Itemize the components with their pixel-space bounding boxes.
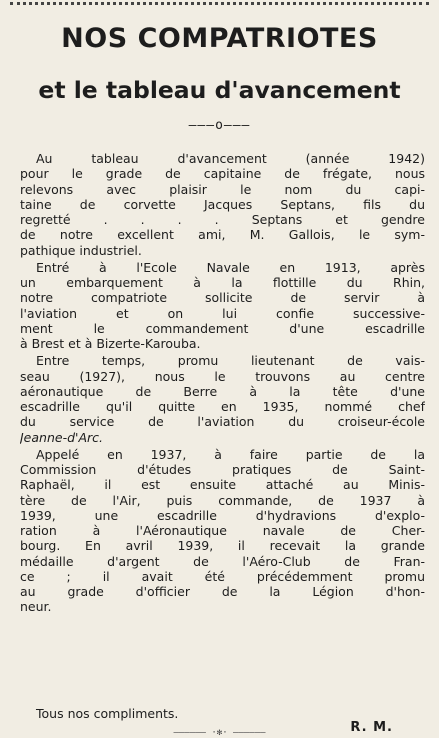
text-line: taine de corvette Jacques Septans, fils du	[20, 196, 425, 212]
text-line: Jeanne-d'Arc.	[20, 429, 103, 445]
text-line: regretté . . . . Septans et gendre	[20, 212, 425, 227]
title-separator: ———o———	[188, 118, 251, 133]
text-line: Commission d'études pratiques de Saint-	[20, 462, 425, 477]
text-line: neur.	[20, 599, 52, 615]
text-line: escadrille qu'il quitte en 1935, nommé chef	[20, 399, 425, 414]
text-line: bourg. En avril 1939, il recevait la grande	[20, 538, 425, 554]
text-line: seau (1927), nous le trouvons au centre	[20, 368, 425, 384]
closing-line: Tous nos compliments.	[36, 706, 179, 721]
text-line: Entre temps, promu lieutenant de vais-	[36, 353, 425, 369]
text-line: tère de l'Air, puis commande, de 1937 à	[20, 492, 425, 508]
text-line: Raphaël, il est ensuite attaché au Minis-	[20, 477, 425, 493]
text-line: pathique industriel.	[20, 242, 142, 258]
paragraph-1	[20, 151, 425, 258]
text-line: médaille d'argent de l'Aéro-Club de Fran-	[20, 553, 425, 569]
text-line: aéronautique de Berre à la tête d'une	[20, 383, 425, 399]
article-subtitle: et le tableau d'avancement	[38, 76, 401, 104]
signature: R. M.	[350, 720, 393, 735]
text-line: à Brest et à Bizerte-Karouba.	[20, 336, 201, 351]
paragraph-2	[20, 260, 425, 352]
text-line: du service de l'aviation du croiseur-école	[20, 414, 425, 430]
text-line: de notre excellent ami, M. Gallois, le sym-	[20, 227, 425, 243]
text-line: relevons avec plaisir le nom du capi-	[20, 181, 425, 197]
top-rule	[10, 2, 429, 5]
text-line: au grade d'officier de la Légion d'hon-	[20, 584, 425, 599]
text-line: ment le commandement d'une escadrille	[20, 320, 425, 336]
text-line: 1939, une escadrille d'hydravions d'explo-	[20, 507, 425, 523]
paragraph-4	[20, 447, 425, 615]
bottom-ornament: —————— ·✻· ——————	[173, 728, 266, 738]
text-line: un embarquement à la flottille du Rhin,	[20, 275, 425, 290]
text-line: ce ; il avait été précédemment promu	[20, 568, 425, 584]
text-line: Au tableau d'avancement (année 1942)	[36, 151, 425, 166]
text-line: Appelé en 1937, à faire partie de la	[36, 446, 425, 462]
text-line: notre compatriote sollicite de servir à	[20, 290, 425, 306]
text-line: pour le grade de capitaine de frégate, nous	[20, 166, 425, 182]
article-title: NOS COMPATRIOTES	[61, 23, 378, 54]
text-line: l'aviation et on lui confie successive-	[20, 305, 425, 321]
article-body	[20, 151, 425, 617]
paragraph-3	[20, 353, 425, 445]
text-line: Entré à l'Ecole Navale en 1913, après	[36, 259, 425, 275]
text-line: ration à l'Aéronautique navale de Cher-	[20, 523, 425, 538]
